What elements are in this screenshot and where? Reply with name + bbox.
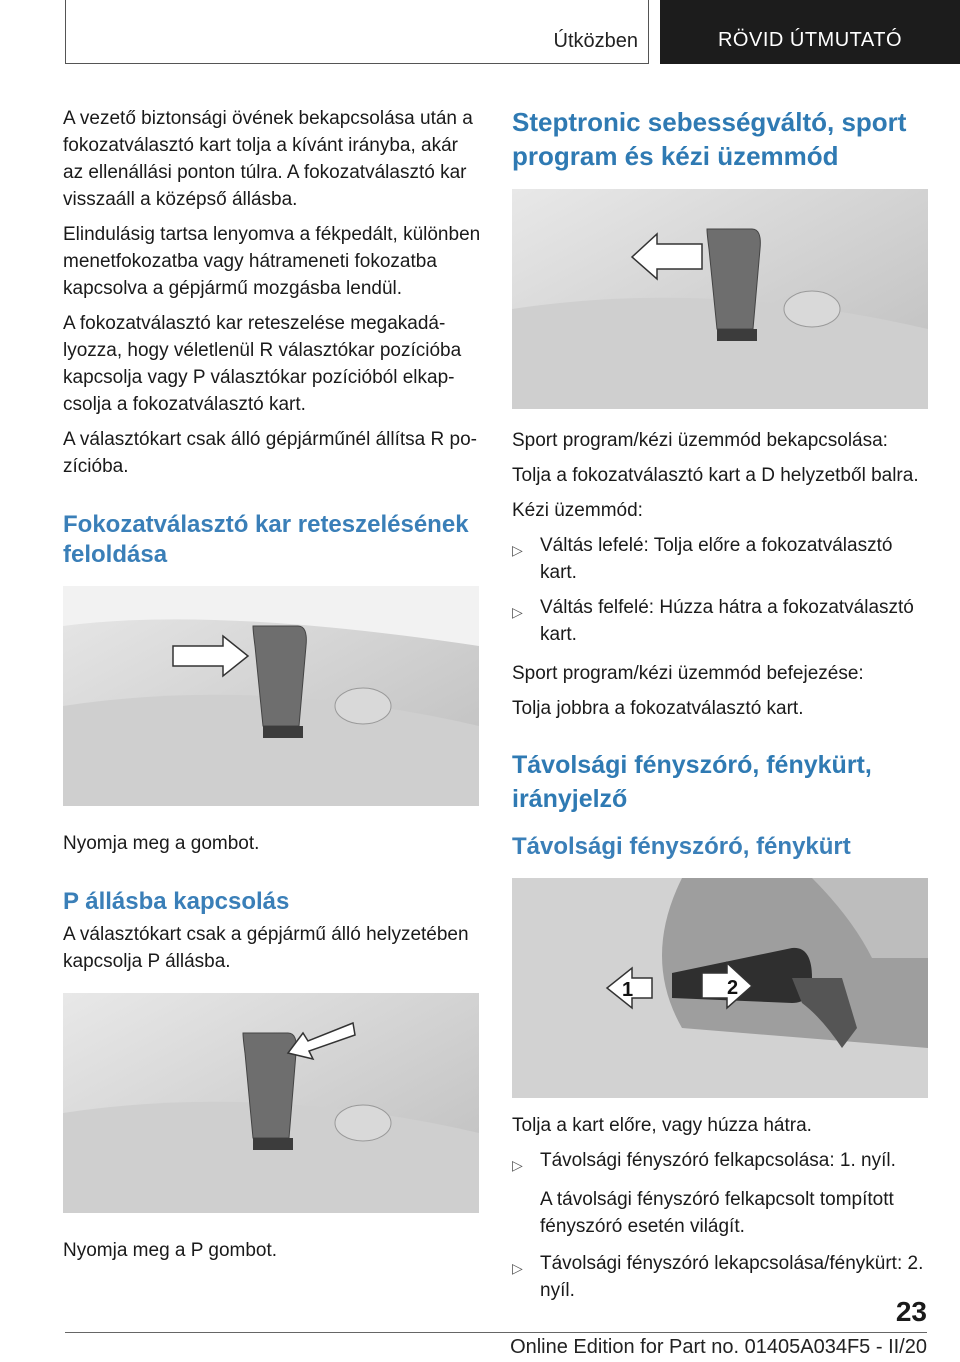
gear-selector-unlock-figure	[63, 586, 479, 806]
highbeam-list	[512, 1147, 930, 1174]
triangle-bullet-icon: ▷	[512, 604, 523, 620]
paragraph: Tolja a kart előre, vagy húzza hátra.	[512, 1115, 812, 1136]
header-tab: RÖVID ÚTMUTATÓ	[660, 0, 960, 64]
triangle-bullet-icon: ▷	[512, 1157, 523, 1173]
list-item: ▷ Távolsági fényszóró felkapcsolása: 1. nyíl.	[512, 1147, 930, 1174]
paragraph: Tolja a fokozatválasztó kart a D helyzetből balra.	[512, 465, 919, 486]
arrow-label-2: 2	[727, 977, 739, 999]
list-item: ▷ Távolsági fényszóró lekapcsolása/fénykürt: 2. nyíl.	[512, 1253, 924, 1301]
footer-divider	[65, 1332, 927, 1333]
heading-highbeam: Távolsági fényszóró, fénykürt	[512, 833, 851, 860]
header-section: Útközben	[553, 30, 638, 52]
park-button-figure	[63, 993, 479, 1213]
caption: Nyomja meg a gombot.	[63, 833, 260, 854]
paragraph: A vezető biztonsági övének bekapcsolása után a fokozatválasztó kart tolja a kívánt irányba, akár az ellenállási ponton túlra. A fokozatválasztó kar visszaáll a középső állásba.	[63, 108, 473, 210]
heading-park: P állásba kapcsolás	[63, 888, 290, 915]
highbeam-list-2	[512, 1250, 930, 1304]
arrow-label-1: 1	[622, 979, 634, 1001]
paragraph: Sport program/kézi üzemmód befejezése:	[512, 663, 864, 684]
triangle-bullet-icon: ▷	[512, 542, 523, 558]
heading-steptronic: Steptronic sebességváltó, sport program és kézi üzemmód	[512, 107, 907, 171]
paragraph: Tolja jobbra a fokozatválasztó kart.	[512, 698, 804, 719]
manual-mode-list	[512, 532, 930, 648]
caption: Nyomja meg a P gombot.	[63, 1240, 278, 1261]
paragraph: Sport program/kézi üzemmód bekapcsolása:	[512, 430, 888, 451]
paragraph: Elindulásig tartsa lenyomva a fékpedált, különben menetfokozatba vagy hátrameneti fokozatba kapcsolva a gépjármű mozgásba lendül.	[63, 224, 481, 299]
paragraph: Kézi üzemmód:	[512, 500, 643, 521]
list-item-detail: A távolsági fényszóró felkapcsolt tompított fényszóró esetén világít.	[540, 1189, 894, 1237]
page-number: 23	[895, 1296, 927, 1327]
list-item: ▷ Váltás lefelé: Tolja előre a fokozatválasztó kart.	[512, 535, 893, 583]
heading-unlock: Fokozatválasztó kar reteszelésének feloldása	[63, 511, 469, 568]
paragraph: A választókart csak a gépjármű álló helyzetében kapcsolja P állásba.	[63, 924, 469, 972]
list-item: ▷ Váltás felfelé: Húzza hátra a fokozatválasztó kart.	[512, 597, 914, 645]
highbeam-lever-figure	[512, 878, 928, 1098]
triangle-bullet-icon: ▷	[512, 1260, 523, 1276]
footer-text: Online Edition for Part no. 01405A034F5 - II/20	[510, 1336, 927, 1358]
paragraph: A fokozatválasztó kar reteszelése megakadályozza, hogy véletlenül R választókar pozícióba kapcsolja vagy P választókar pozícióból elkapcsolja a fokozatválasztó kart.	[63, 313, 462, 415]
steptronic-figure	[512, 189, 928, 409]
right-column	[512, 105, 930, 1316]
heading-lights: Távolsági fényszóró, fénykürt, irányjelző	[512, 751, 872, 813]
paragraph: A választókart csak álló gépjárműnél állítsa R pozícióba.	[63, 429, 477, 477]
left-column	[63, 105, 481, 1272]
